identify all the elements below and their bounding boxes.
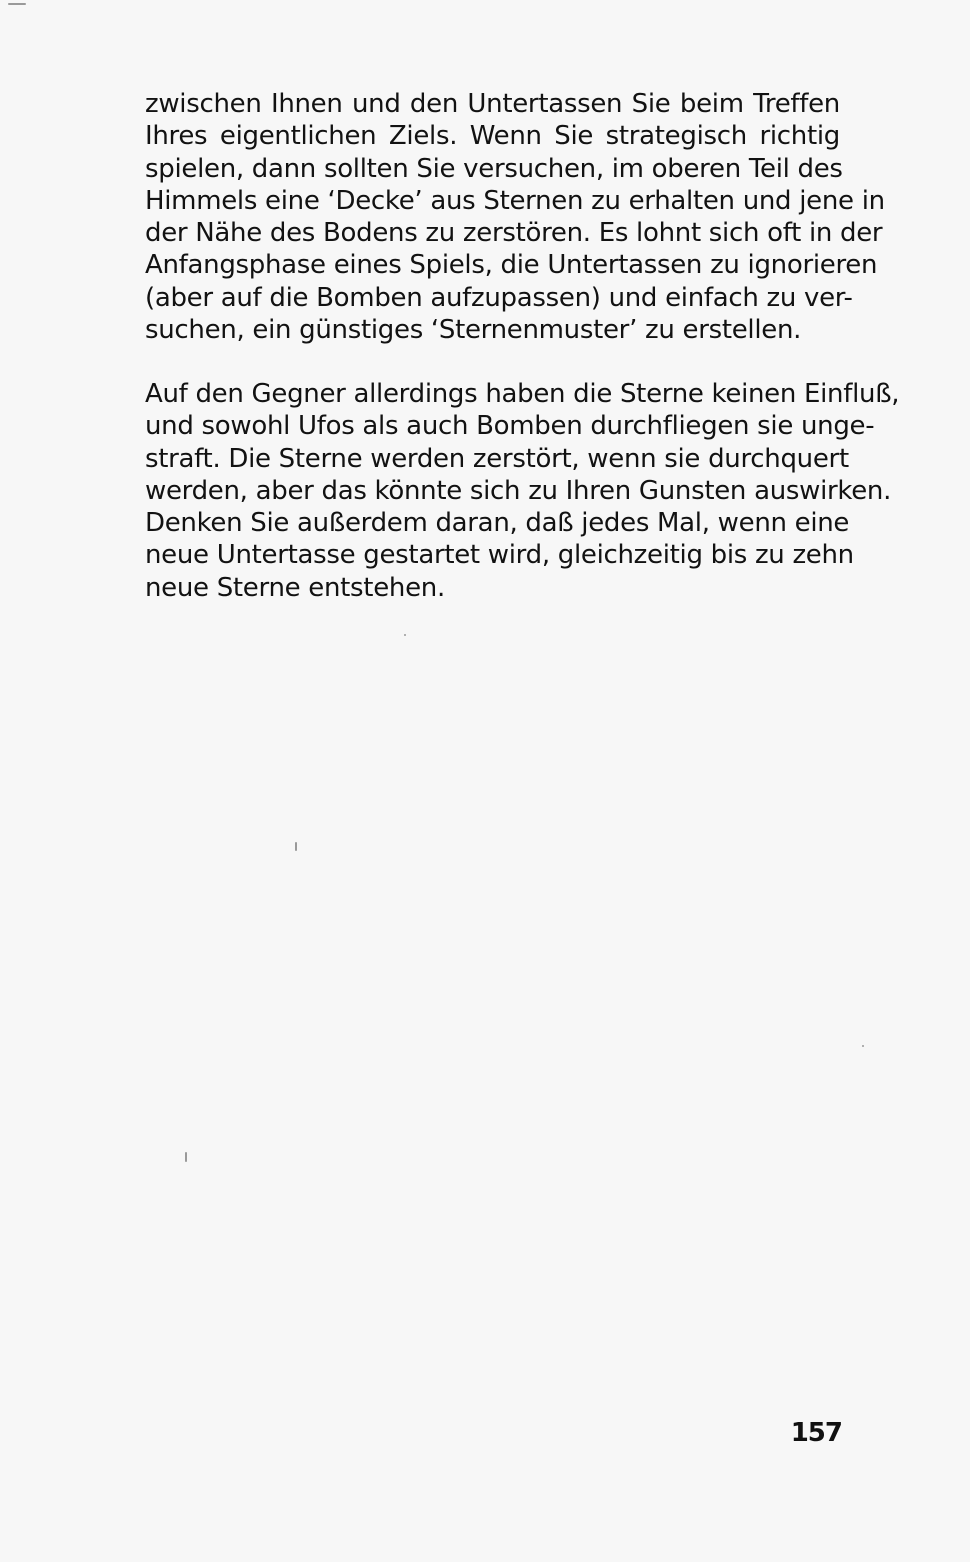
scan-speck	[404, 634, 406, 636]
paragraph-line: Himmels eine ‘Decke’ aus Sternen zu erhalten und jene in	[145, 185, 885, 216]
paragraph-line: der Nähe des Bodens zu zerstören. Es lohnt sich oft in der	[145, 218, 883, 249]
paragraph-line: spielen, dann sollten Sie versuchen, im oberen Teil des	[145, 153, 843, 184]
paragraph-2	[145, 378, 900, 604]
paragraph-1	[145, 88, 885, 346]
scan-speck	[185, 1152, 187, 1162]
paragraph-line: Anfangsphase eines Spiels, die Untertassen zu ignorieren	[145, 250, 878, 281]
paragraph-line: (aber auf die Bomben aufzupassen) und einfach zu ver-	[145, 282, 853, 313]
paragraph-line: und sowohl Ufos als auch Bomben durchfliegen sie unge-	[145, 411, 875, 442]
paragraph-line: werden, aber das könnte sich zu Ihren Gunsten auswirken.	[145, 475, 892, 506]
paragraph-line: Ihres eigentlichen Ziels. Wenn Sie strategisch richtig	[145, 121, 840, 152]
page-number: 157	[790, 1418, 842, 1448]
paragraph-line: Auf den Gegner allerdings haben die Sterne keinen Einfluß,	[145, 379, 900, 409]
paragraph-line: Denken Sie außerdem daran, daß jedes Mal, wenn eine	[145, 508, 850, 539]
scan-speck	[8, 3, 26, 5]
paragraph-line: zwischen Ihnen und den Untertassen Sie beim Treffen	[145, 89, 840, 119]
scan-speck	[862, 1045, 864, 1047]
paragraph-line: neue Sterne entstehen.	[145, 572, 445, 603]
paragraph-line: suchen, ein günstiges ‘Sternenmuster’ zu erstellen.	[145, 315, 802, 346]
scan-speck	[295, 842, 297, 851]
paragraph-line: straft. Die Sterne werden zerstört, wenn sie durchquert	[145, 443, 849, 474]
paragraph-line: neue Untertasse gestartet wird, gleichzeitig bis zu zehn	[145, 540, 854, 571]
